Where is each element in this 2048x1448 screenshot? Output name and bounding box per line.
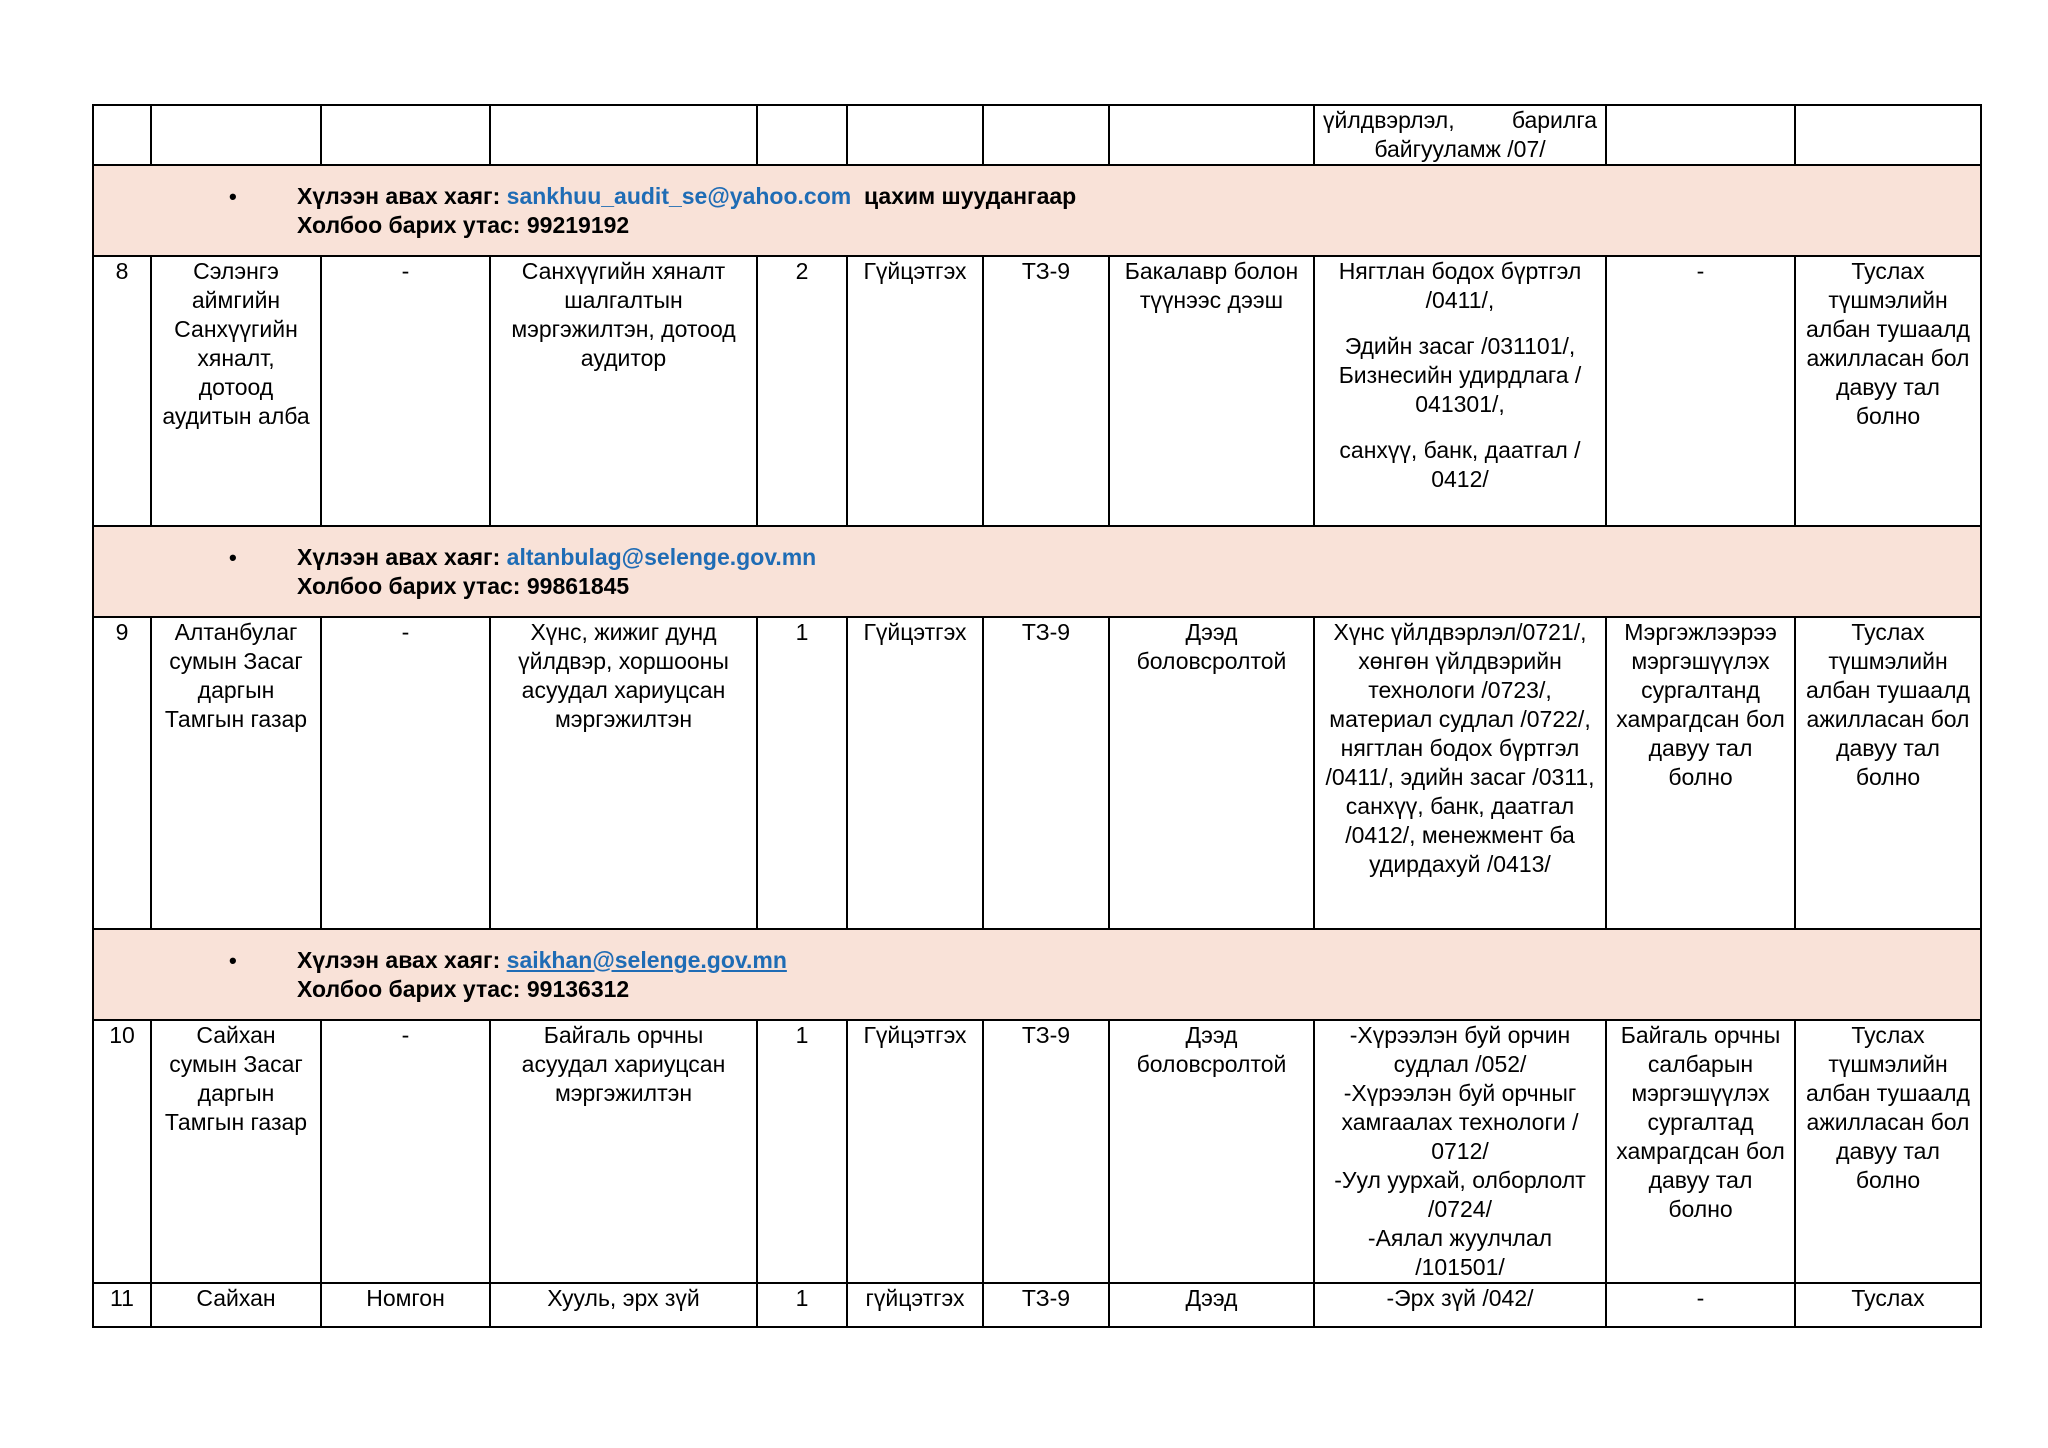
row-number: 9	[93, 617, 151, 929]
type-cell: Гүйцэтгэх	[847, 1020, 983, 1283]
address-suffix: цахим шуудангаар	[863, 182, 1077, 209]
count-cell: 1	[757, 617, 847, 929]
grade-cell: ТЗ-9	[983, 256, 1109, 526]
unit-cell: Номгон	[321, 1283, 490, 1327]
phone-number: 99861845	[526, 572, 630, 599]
position-cell: Хүнс, жижиг дунд үйлдвэр, хоршооны асуудал хариуцсан мэргэжилтэн	[490, 617, 757, 929]
table-row	[93, 105, 1981, 165]
email-link[interactable]: saikhan@selenge.gov.mn	[506, 946, 787, 973]
count-cell: 2	[757, 256, 847, 526]
position-cell: Хууль, эрх зүй	[490, 1283, 757, 1327]
row-number: 10	[93, 1020, 151, 1283]
training-cell: Байгаль орчны салбарын мэргэшүүлэх сургалтад хамрагдсан бол давуу тал болно	[1606, 1020, 1795, 1283]
organization-cell: Алтанбулаг сумын Засаг даргын Тамгын газар	[151, 617, 321, 929]
education-cell: Дээд	[1109, 1283, 1314, 1327]
row-number: 11	[93, 1283, 151, 1327]
training-cell: -	[1606, 1283, 1795, 1327]
type-cell: Гүйцэтгэх	[847, 256, 983, 526]
grade-cell: ТЗ-9	[983, 1283, 1109, 1327]
grade-cell: ТЗ-9	[983, 617, 1109, 929]
phone-label: Холбоо барих утас:	[297, 211, 521, 238]
training-cell: Мэргэжлээрээ мэргэшүүлэх сургалтанд хамрагдсан бол давуу тал болно	[1606, 617, 1795, 929]
address-label: Хүлээн авах хаяг:	[297, 946, 501, 973]
organization-cell: Сэлэнгэ аймгийн Санхүүгийн хяналт, дотоод аудитын алба	[151, 256, 321, 526]
qualification-cell: Хүнс үйлдвэрлэл/0721/, хөнгөн үйлдвэрийн технологи /0723/, материал судлал /0722/, нягтлан бодох бүртгэл /0411/, эдийн засаг /0311, санхүү, банк, даатгал /0412/, менежмент ба удирдахуй /0413/	[1314, 617, 1606, 929]
bullet-icon: •	[229, 544, 237, 570]
experience-cell: Туслах түшмэлийн албан тушаалд ажилласан бол давуу тал болно	[1795, 1020, 1981, 1283]
unit-cell: -	[321, 1020, 490, 1283]
phone-number: 99136312	[526, 975, 630, 1002]
experience-cell: Туслах түшмэлийн албан тушаалд ажилласан бол давуу тал болно	[1795, 617, 1981, 929]
count-cell: 1	[757, 1283, 847, 1327]
education-cell: Бакалавр болон түүнээс дээш	[1109, 256, 1314, 526]
phone-number: 99219192	[526, 211, 630, 238]
bullet-icon: •	[229, 947, 237, 973]
contact-band	[93, 165, 1981, 256]
row-number: 8	[93, 256, 151, 526]
training-cell: -	[1606, 256, 1795, 526]
education-cell: Дээд боловсролтой	[1109, 1020, 1314, 1283]
contact-band	[93, 929, 1981, 1020]
email-link[interactable]: altanbulag@selenge.gov.mn	[506, 543, 817, 570]
qualification-cell: үйлдвэрлэл, барилга байгууламж /07/	[1314, 105, 1606, 165]
email-link[interactable]: sankhuu_audit_se@yahoo.com	[506, 182, 852, 209]
bullet-icon: •	[229, 183, 237, 209]
organization-cell: Сайхан сумын Засаг даргын Тамгын газар	[151, 1020, 321, 1283]
address-label: Хүлээн авах хаяг:	[297, 182, 501, 209]
job-vacancy-table	[92, 104, 1982, 1328]
qualification-cell: -Хүрээлэн буй орчин судлал /052/ -Хүрээлэн буй орчныг хамгаалах технологи / 0712/ -Уул уурхай, олборлолт /0724/ -Аялал жуулчлал /101501/	[1314, 1020, 1606, 1283]
grade-cell: ТЗ-9	[983, 1020, 1109, 1283]
phone-label: Холбоо барих утас:	[297, 572, 521, 599]
address-label: Хүлээн авах хаяг:	[297, 543, 501, 570]
experience-cell: Туслах	[1795, 1283, 1981, 1327]
organization-cell: Сайхан	[151, 1283, 321, 1327]
position-cell: Санхүүгийн хяналт шалгалтын мэргэжилтэн, дотоод аудитор	[490, 256, 757, 526]
position-cell: Байгаль орчны асуудал хариуцсан мэргэжилтэн	[490, 1020, 757, 1283]
contact-band	[93, 526, 1981, 617]
education-cell: Дээд боловсролтой	[1109, 617, 1314, 929]
qualification-cell: -Эрх зүй /042/	[1314, 1283, 1606, 1327]
table-row	[93, 617, 1981, 929]
qualification-cell: Нягтлан бодох бүртгэл /0411/, Эдийн засаг /031101/, Бизнесийн удирдлага / 041301/, санхүү, банк, даатгал / 0412/	[1314, 256, 1606, 526]
table-row	[93, 256, 1981, 526]
count-cell: 1	[757, 1020, 847, 1283]
phone-label: Холбоо барих утас:	[297, 975, 521, 1002]
unit-cell: -	[321, 256, 490, 526]
experience-cell: Туслах түшмэлийн албан тушаалд ажилласан бол давуу тал болно	[1795, 256, 1981, 526]
type-cell: Гүйцэтгэх	[847, 617, 983, 929]
table-row	[93, 1283, 1981, 1327]
type-cell: гүйцэтгэх	[847, 1283, 983, 1327]
table-row	[93, 1020, 1981, 1283]
unit-cell: -	[321, 617, 490, 929]
